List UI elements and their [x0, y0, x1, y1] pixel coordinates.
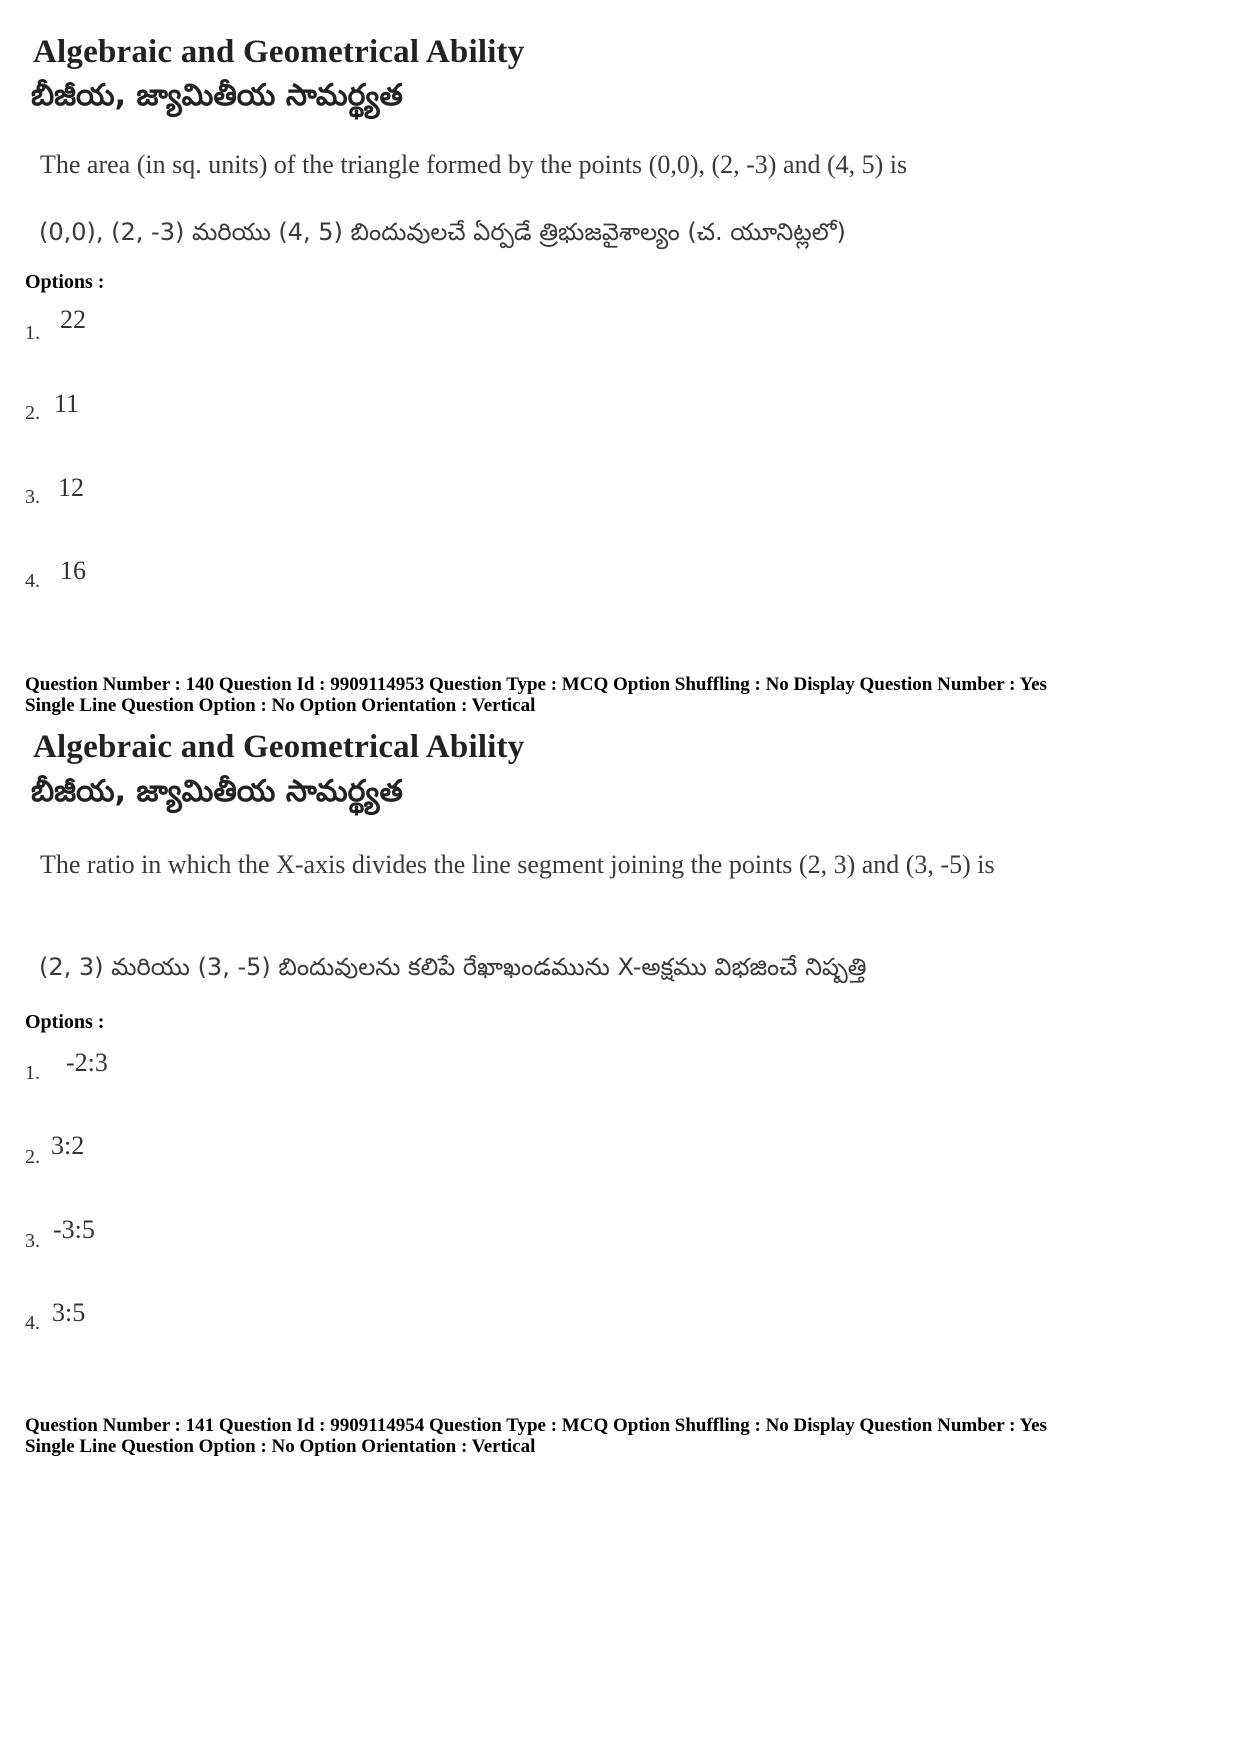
options-label: Options : [25, 271, 105, 293]
section-title-telugu: బీజీయ, జ్యామితీయ సామర్థ్యత [31, 78, 403, 113]
option-value[interactable]: 3:2 [51, 1131, 85, 1160]
question-meta-line: Question Number : 141 Question Id : 9909114954 Question Type : MCQ Option Shuffling : No Display Question Number : Yes [25, 1415, 1047, 1436]
section-title-telugu: బీజీయ, జ్యామితీయ సామర్థ్యత [31, 774, 403, 809]
option-value[interactable]: 3:5 [52, 1298, 86, 1327]
question-meta-line: Single Line Question Option : No Option Orientation : Vertical [25, 695, 536, 716]
option-value[interactable]: 16 [60, 556, 86, 585]
option-number: 3. [25, 486, 40, 508]
option-number: 2. [25, 402, 40, 424]
section-title: Algebraic and Geometrical Ability [33, 34, 525, 70]
question-text: The ratio in which the X-axis divides the line segment joining the points (2, 3) and (3, -5) is [40, 850, 995, 879]
option-value[interactable]: -2:3 [66, 1048, 108, 1077]
option-value[interactable]: 11 [54, 389, 80, 418]
question-text: The area (in sq. units) of the triangle formed by the points (0,0), (2, -3) and (4, 5) is [40, 150, 908, 179]
question-text-telugu: (2, 3) మరియు (3, -5) బిందువులను కలిపే రేఖాఖండమును X-అక్షము విభజించే నిష్పత్తి [39, 953, 867, 981]
question-meta-line: Question Number : 140 Question Id : 9909114953 Question Type : MCQ Option Shuffling : No Display Question Number : Yes [25, 674, 1047, 695]
option-value[interactable]: -3:5 [53, 1215, 95, 1244]
option-number: 1. [25, 322, 40, 344]
option-number: 4. [25, 570, 40, 592]
section-title: Algebraic and Geometrical Ability [33, 729, 525, 765]
question-meta-line: Single Line Question Option : No Option Orientation : Vertical [25, 1436, 536, 1457]
question-text-telugu: (0,0), (2, -3) మరియు (4, 5) బిందువులచే ఏర్పడే త్రిభుజవైశాల్యం (చ. యూనిట్లలో) [39, 218, 846, 246]
option-number: 4. [25, 1312, 40, 1334]
option-number: 2. [25, 1146, 40, 1168]
option-value[interactable]: 22 [60, 305, 86, 334]
option-number: 1. [25, 1062, 40, 1084]
options-label: Options : [25, 1011, 105, 1033]
option-number: 3. [25, 1230, 40, 1252]
option-value[interactable]: 12 [58, 473, 84, 502]
